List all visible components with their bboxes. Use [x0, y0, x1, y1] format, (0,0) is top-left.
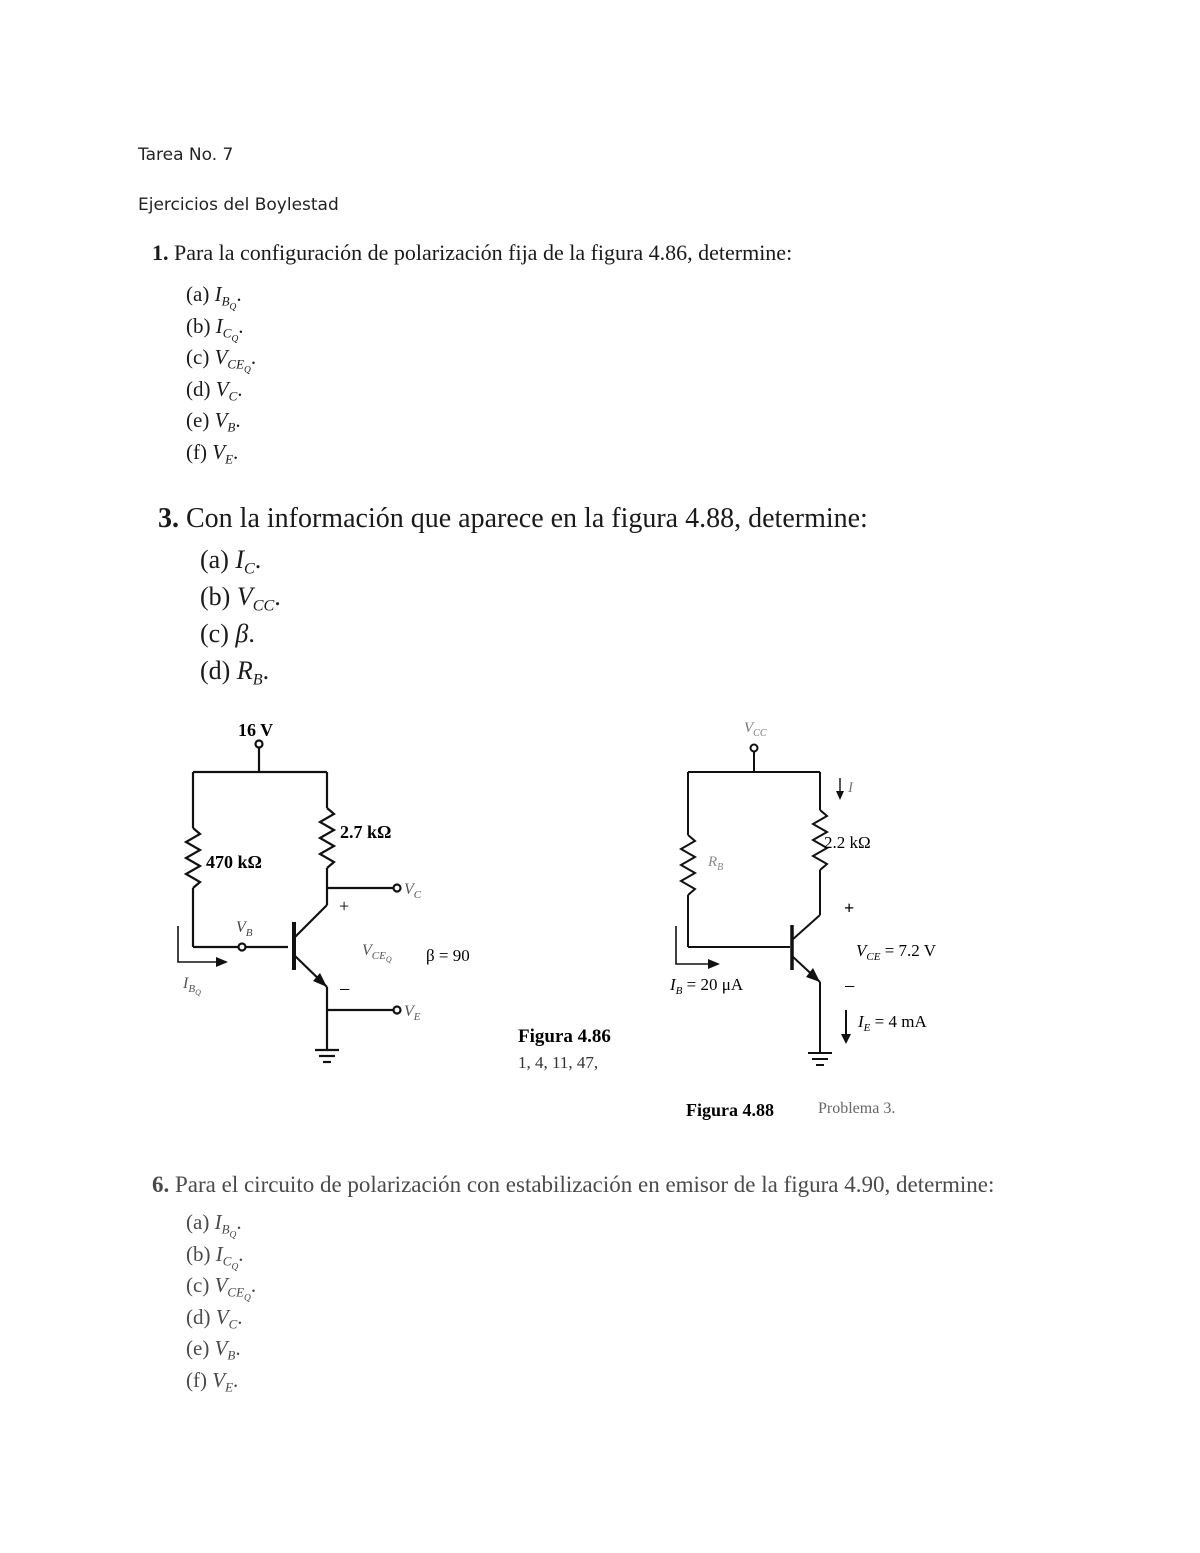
item-subscript: C — [228, 1316, 238, 1332]
item-period: . — [233, 439, 239, 464]
vce-488-label: V — [856, 941, 867, 960]
q6-item — [186, 1242, 244, 1273]
q1-item — [186, 314, 244, 345]
vce-subsub: Q — [385, 955, 392, 964]
resistor-rc — [320, 808, 334, 868]
item-subscript: C — [228, 388, 238, 404]
ic-label: I — [848, 780, 853, 796]
item-period: . — [274, 582, 281, 611]
item-variable: V — [214, 408, 228, 432]
item-variable: V — [214, 1336, 228, 1360]
item-subscript: B — [227, 1347, 236, 1363]
vc-label: V — [404, 881, 414, 898]
figure-4-88-problem: Problema 3. — [818, 1100, 896, 1117]
svg-text:VC — [404, 881, 422, 901]
ie-488-sub: E — [863, 1022, 871, 1034]
item-subscript: B — [221, 1221, 230, 1237]
rc-label: 2.7 kΩ — [340, 822, 392, 842]
item-subscript: C — [244, 560, 255, 578]
item-variable: β — [235, 619, 249, 648]
q6-item — [186, 1305, 243, 1333]
item-period: . — [235, 408, 241, 432]
item-subsubscript: Q — [244, 1293, 251, 1304]
vce-488-value: = 7.2 V — [880, 941, 937, 960]
q6-item — [186, 1368, 238, 1396]
item-subsubscript: Q — [229, 1230, 237, 1241]
item-period: . — [236, 282, 242, 306]
rb-488-label: R — [708, 854, 718, 870]
q1-item — [186, 377, 243, 405]
q3-item — [200, 582, 281, 616]
item-subsubscript: Q — [231, 1262, 239, 1272]
svg-text:IE = 4 mA — [857, 1012, 927, 1034]
svg-text:VB — [236, 919, 253, 939]
q1-item — [186, 282, 242, 313]
plus-sign: + — [339, 896, 350, 916]
item-label: (d) — [200, 656, 231, 685]
q6-item — [186, 1336, 241, 1364]
rc-488-label: 2.2 kΩ — [824, 833, 871, 852]
figure-4-86 — [0, 700, 660, 1100]
vce-sub: CE — [371, 950, 386, 962]
svg-text:VE — [404, 1003, 421, 1023]
vb-label: V — [236, 919, 246, 936]
item-period: . — [238, 313, 244, 338]
q3-item — [200, 656, 269, 690]
q1-item — [186, 408, 241, 436]
item-subsubscript: Q — [229, 302, 237, 313]
ib-sub: B — [188, 983, 196, 995]
ie-488-value: = 4 mA — [870, 1012, 927, 1031]
question-1 — [152, 240, 792, 266]
item-subscript: C — [222, 325, 232, 341]
question-6-text: Para el circuito de polarización con estabilización en emisor de la figura 4.90, determine: — [175, 1172, 995, 1197]
item-label: (b) — [200, 582, 231, 611]
item-variable: V — [214, 1273, 228, 1297]
figure-4-88 — [660, 700, 990, 1130]
q1-item — [186, 345, 256, 376]
item-subscript: B — [221, 293, 230, 309]
question-6 — [152, 1172, 994, 1198]
ve-label: V — [404, 1003, 414, 1020]
page-subtitle: Ejercicios del Boylestad — [138, 195, 339, 215]
item-period: . — [238, 1241, 244, 1266]
svg-text:VCEQ — [362, 942, 392, 964]
q1-item — [186, 440, 238, 468]
beta-label: β = 90 — [426, 946, 470, 965]
minus-sign: − — [339, 979, 351, 1001]
vc-sub: C — [413, 889, 422, 901]
item-variable: V — [212, 439, 226, 464]
item-label: (c) — [200, 619, 229, 648]
item-variable: I — [214, 282, 222, 306]
item-label: (b) — [186, 1241, 211, 1266]
svg-text:RB — [707, 854, 723, 873]
item-label: (a) — [186, 1210, 210, 1234]
item-variable: I — [215, 313, 223, 338]
ib-488-value: = 20 μA — [682, 975, 744, 994]
item-label: (d) — [186, 376, 211, 401]
ib-488-label: I — [670, 975, 676, 994]
item-label: (c) — [186, 345, 210, 369]
item-period: . — [250, 1273, 257, 1297]
question-6-number: 6. — [152, 1172, 170, 1197]
item-label: (e) — [186, 408, 210, 432]
question-3 — [158, 503, 868, 535]
q6-item — [186, 1273, 256, 1304]
item-period: . — [235, 1336, 241, 1360]
item-period: . — [237, 1304, 243, 1329]
vb-sub: B — [245, 927, 253, 939]
item-subscript: B — [227, 419, 236, 435]
resistor-rb-488 — [681, 835, 695, 895]
question-3-number: 3. — [158, 503, 179, 534]
figure-4-86-caption: Figura 4.86 — [518, 1026, 611, 1047]
item-subscript: E — [225, 451, 234, 467]
item-variable: V — [215, 376, 229, 401]
item-subsubscript: Q — [244, 365, 251, 376]
item-subscript: CE — [227, 1284, 245, 1300]
vce-label: V — [362, 942, 372, 959]
vce-488-sub: CE — [866, 951, 881, 963]
item-variable: V — [215, 1304, 229, 1329]
figure-4-88-caption: Figura 4.88 — [686, 1100, 774, 1120]
ib-arrow — [216, 957, 228, 967]
item-subscript: B — [252, 671, 263, 689]
plus-488: + — [844, 898, 855, 918]
svg-text:IBQ — [182, 975, 201, 997]
item-variable: I — [235, 545, 245, 574]
ib-488-sub: B — [675, 985, 683, 997]
item-period: . — [237, 376, 243, 401]
item-period: . — [254, 545, 262, 574]
supply-terminal — [256, 741, 263, 748]
svg-text:VCC — [744, 720, 767, 739]
svg-text:IB = 20 μA — [669, 975, 744, 997]
page-title: Tarea No. 7 — [138, 145, 234, 165]
item-variable: R — [236, 656, 253, 685]
ve-sub: E — [413, 1011, 421, 1023]
item-label: (f) — [186, 439, 207, 464]
item-variable: I — [215, 1241, 223, 1266]
item-period: . — [248, 619, 255, 648]
item-variable: I — [214, 1210, 222, 1234]
svg-text:VCE = 7.2 V — [856, 941, 937, 963]
item-period: . — [250, 345, 257, 369]
item-variable: V — [236, 582, 253, 611]
minus-488: − — [844, 976, 856, 998]
item-period: . — [233, 1367, 239, 1392]
item-period: . — [262, 656, 270, 685]
resistor-rb — [186, 828, 200, 888]
rb-label: 470 kΩ — [206, 852, 262, 872]
item-subscript: CC — [252, 597, 275, 615]
vcc-sub: CC — [753, 728, 767, 739]
item-label: (d) — [186, 1304, 211, 1329]
supply-label: 16 V — [238, 720, 274, 740]
item-subscript: E — [225, 1379, 234, 1395]
item-label: (f) — [186, 1367, 207, 1392]
item-label: (b) — [186, 313, 211, 338]
ib-subsub: Q — [195, 988, 201, 997]
item-subscript: CE — [227, 356, 245, 372]
q3-item — [200, 545, 261, 579]
item-label: (e) — [186, 1336, 210, 1360]
item-period: . — [236, 1210, 242, 1234]
q3-item — [200, 619, 255, 649]
q6-item — [186, 1210, 242, 1241]
rb-488-sub: B — [717, 862, 724, 873]
ib-label: I — [183, 975, 189, 992]
item-subsubscript: Q — [231, 334, 239, 344]
item-label: (a) — [200, 545, 229, 574]
item-label: (a) — [186, 282, 210, 306]
item-subscript: C — [222, 1253, 232, 1269]
question-1-text: Para la configuración de polarización fija de la figura 4.86, determine: — [174, 240, 793, 265]
item-variable: V — [212, 1367, 226, 1392]
figure-4-86-problems: 1, 4, 11, 47, — [518, 1053, 599, 1072]
vcc-label: V — [744, 720, 754, 736]
ie-488-label: I — [858, 1012, 864, 1031]
item-variable: V — [214, 345, 228, 369]
item-label: (c) — [186, 1273, 210, 1297]
question-3-text: Con la información que aparece en la figura 4.88, determine: — [186, 503, 868, 534]
question-1-number: 1. — [152, 240, 169, 265]
